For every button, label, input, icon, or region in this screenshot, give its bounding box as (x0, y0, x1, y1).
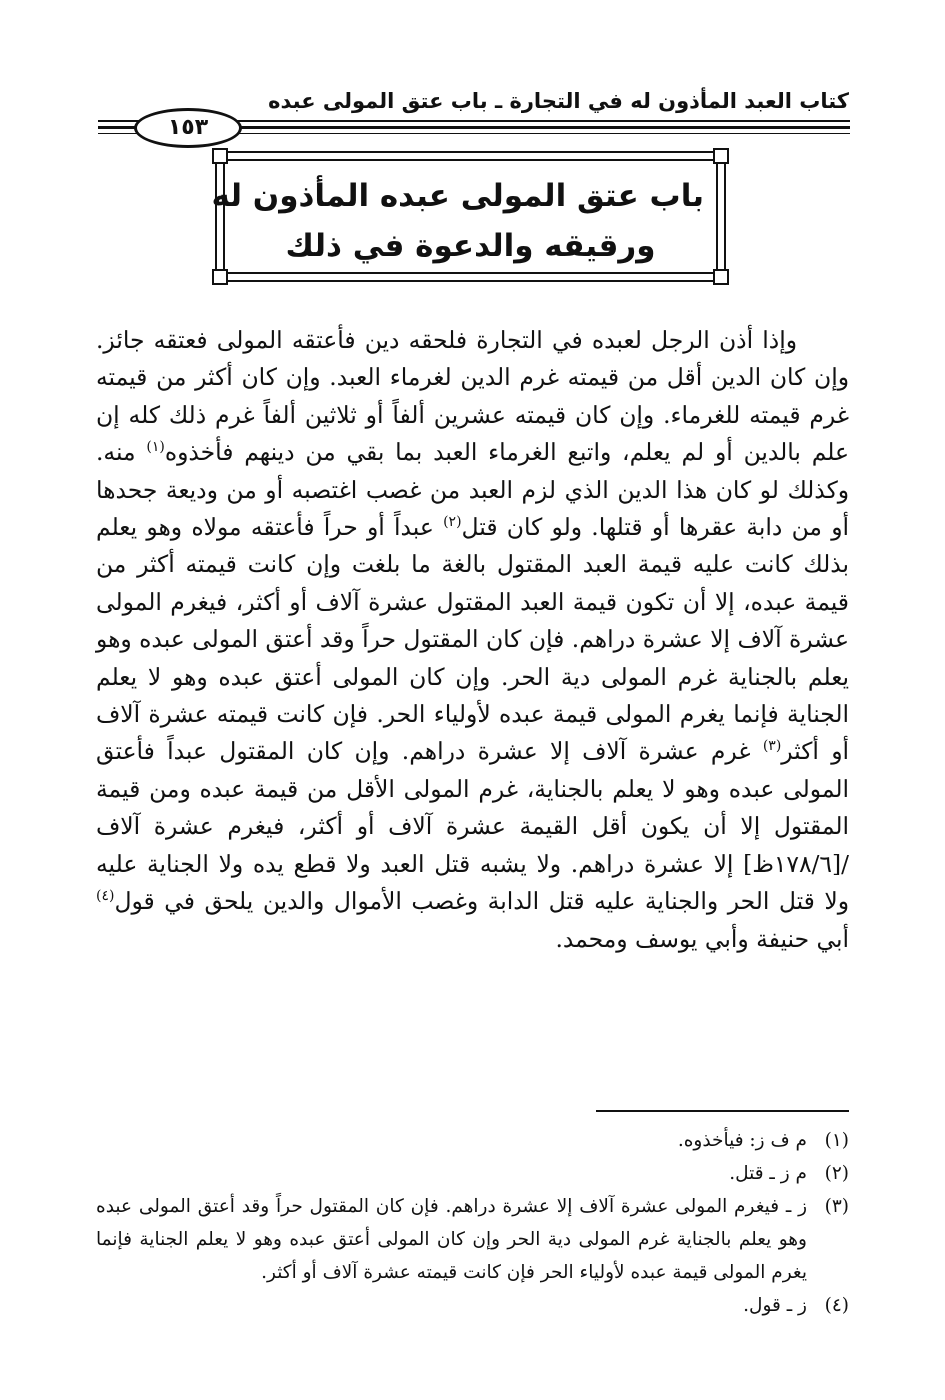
footnote-item (96, 1289, 849, 1322)
footnote-number: (١) (824, 1130, 849, 1151)
footnote-number: (٤) (824, 1295, 849, 1316)
body-text-segment: غرم عشرة آلاف إلا عشرة دراهم. وإن كان المقتول عبداً فأعتق المولى عبده وهو لا يعلم بالجناية، غرم المولى الأقل من قيمة عبده ومن قيمة المقتول إلا أن يكون أقل القيمة عشرة آلاف أو أكثر، فيغرم عشرة آلاف /[١٧٨/٦ظ] إلا عشرة دراهم. ولا يشبه قتل العبد ولا قطع يده ولا الجناية عليه ولا قتل الحر والجناية عليه قتل الدابة وغصب الأموال والدين يلحق في قول (96, 737, 849, 916)
footnote-text: ز ـ قول. (743, 1295, 807, 1316)
chapter-title-frame (211, 151, 726, 282)
footnote-number: (٣) (824, 1196, 849, 1217)
body-text-segment: منه. وكذلك لو كان هذا الدين الذي لزم العبد من غصب اغتصبه أو من وديعة جحدها أو من دابة عقرها أو قتلها. ولو كان قتل (96, 438, 849, 542)
footnote-ref-3[interactable]: (٣) (762, 738, 782, 755)
body-text-segment: عبداً أو حراً فأعتقه مولاه وهو يعلم بذلك كانت عليه قيمة العبد المقتول بالغة ما بلغت وإن كانت قيمته أكثر من قيمة عبده، إلا أن تكون قيمة العبد المقتول عشرة آلاف أو أكثر، فيغرم المولى عشرة آلاف إلا عشرة دراهم. فإن كان المقتول حراً وقد أعتق المولى عبده وهو يعلم بالجناية غرم المولى دية الحر. وإن كان المولى أعتق عبده وهو لا يعلم الجناية فإنما يغرم المولى قيمة عبده لأولياء الحر. فإن كانت قيمته عشرة آلاف أو أكثر (96, 513, 850, 766)
running-header: كتاب العبد المأذون له في التجارة ـ باب عتق المولى عبده (268, 89, 849, 113)
chapter-title (211, 171, 704, 271)
footnote-item (96, 1124, 849, 1157)
footnote-ref-4[interactable]: (٤) (96, 888, 115, 905)
footnote-item (96, 1157, 849, 1190)
footnote-number: (٢) (824, 1163, 849, 1184)
frame-corner-ornament (212, 148, 228, 164)
frame-corner-ornament (713, 148, 729, 164)
body-text-segment: وإذا أذن الرجل لعبده في التجارة فلحقه دين فأعتقه المولى فعتقه جائز. وإن كان الدين أقل من قيمته غرم الدين لغرماء العبد. وإن كان أكثر من قيمته غرم قيمته للغرماء. وإن كان قيمته عشرين ألفاً أو ثلاثين ألفاً غرم ذلك كله إن علم بالدين أو لم يعلم، واتبع الغرماء العبد بما بقي من دينهم فأخذوه (96, 326, 850, 467)
page-number: ١٥٣ (134, 108, 242, 148)
footnote-item (96, 1190, 849, 1289)
footnote-ref-2[interactable]: (٢) (443, 514, 462, 531)
body-text-segment: أبي حنيفة وأبي يوسف ومحمد. (555, 924, 849, 953)
chapter-title-line-2: ورقيقه والدعوة في ذلك (285, 228, 656, 264)
main-paragraph (96, 322, 849, 958)
footnote-separator (596, 1110, 849, 1112)
frame-corner-ornament (212, 269, 228, 285)
footnote-ref-1[interactable]: (١) (146, 439, 165, 456)
footnote-text: ز ـ فيغرم المولى عشرة آلاف إلا عشرة دراهم. فإن كان المقتول حراً وقد أعتق المولى عبده وهو يعلم بالجناية غرم المولى دية الحر وإن كان المولى أعتق عبده وهو لا يعلم الجناية فإنما يغرم المولى قيمة عبده لأولياء الحر فإن كانت قيمته عشرة آلاف أو أكثر. (96, 1196, 807, 1283)
footnote-text: م ف ز: فيأخذوه. (677, 1130, 807, 1151)
frame-corner-ornament (713, 269, 729, 285)
footnote-text: م ز ـ قتل. (729, 1163, 807, 1184)
footnotes-list (96, 1124, 849, 1322)
chapter-title-line-1: باب عتق المولى عبده المأذون له (211, 178, 704, 214)
